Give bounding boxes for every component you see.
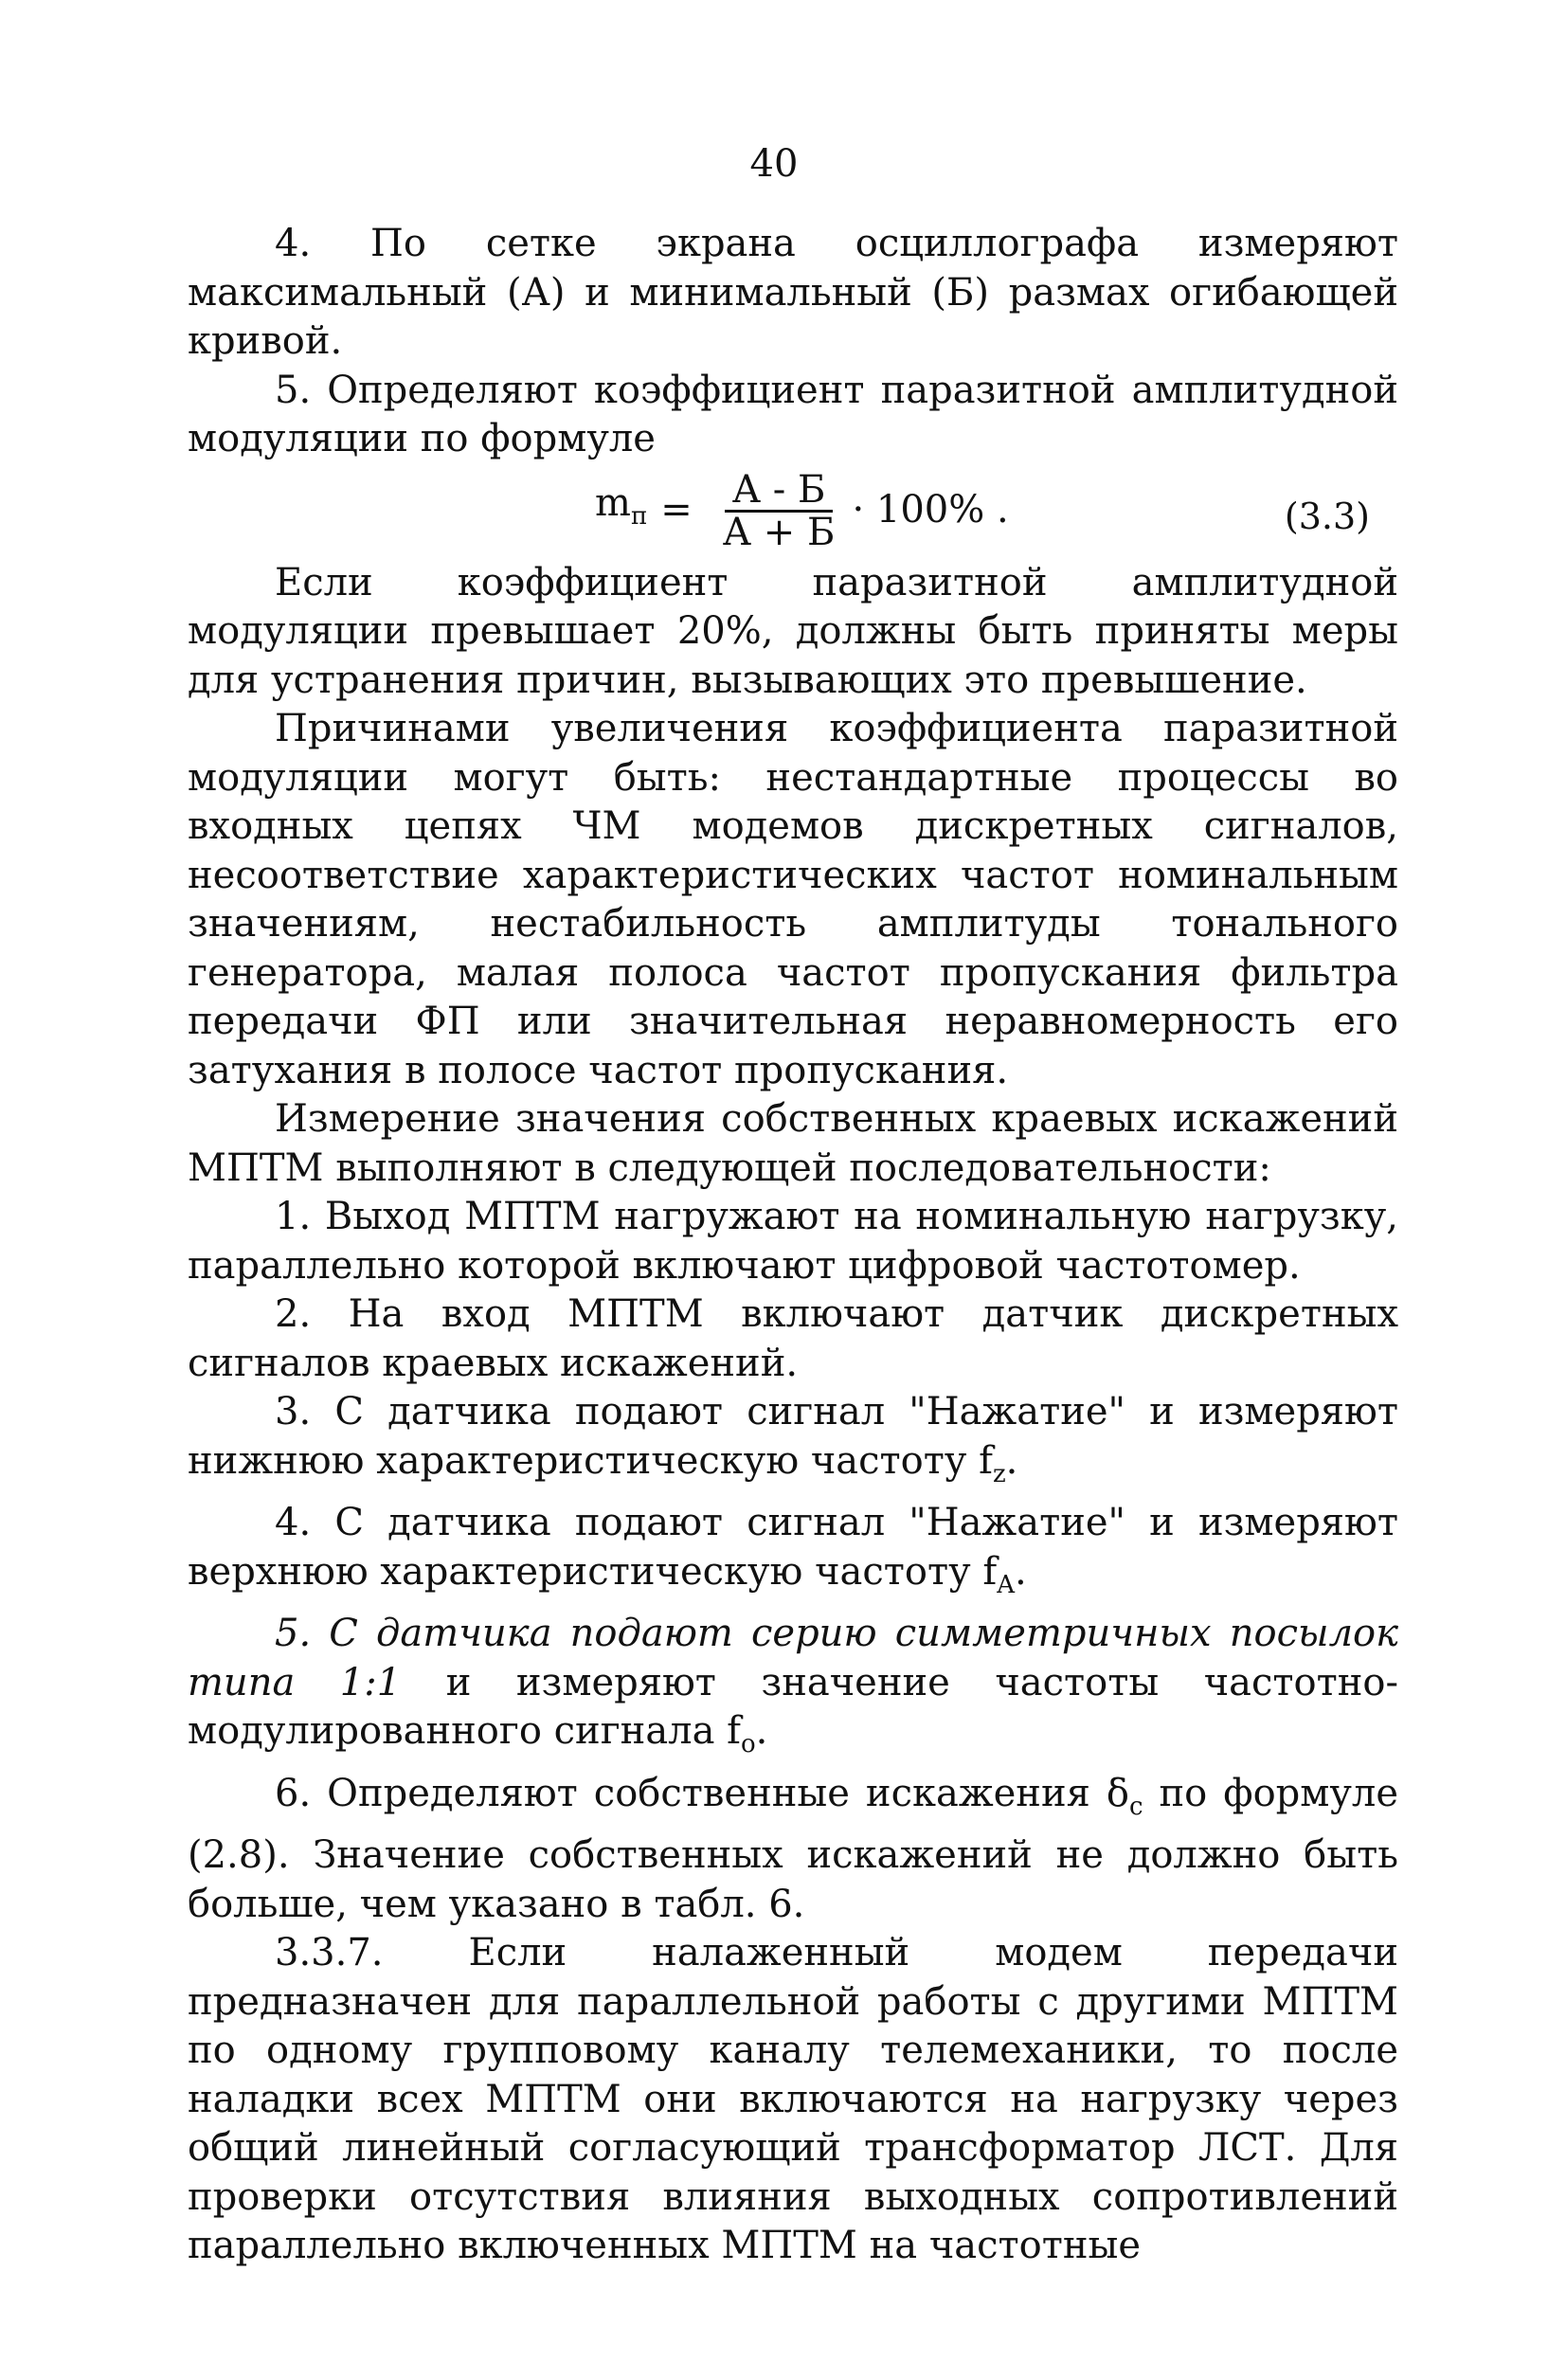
paragraph-3-3-7: 3.3.7. Если налаженный модем передачи предназначен для параллельной работы с другими МПТМ по одному групповому каналу телемеханики, то после наладки всех МПТМ они включаются на нагрузку через общий линейный согласующий трансформатор ЛСТ. Для проверки отсутствия влияния выходных сопротивлений параллельно включенных МПТМ на частотные xyxy=(188,1931,1398,2267)
formula-lhs: $m_п$ xyxy=(595,481,648,532)
formula-fraction xyxy=(715,467,843,554)
paragraph-step-6: 6. Определяют собственные искажения $\delta_c$ по формуле (2.8). Значение собственных искажений не должно быть больше, чем указано в табл. 6. xyxy=(188,1771,1398,1926)
formula-equals: = xyxy=(660,488,693,532)
paragraph: 4. По сетке экрана осциллографа измеряют максимальный (А) и минимальный (Б) размах огибающей кривой. xyxy=(188,222,1398,363)
page-number: 40 xyxy=(749,142,799,186)
formula-number: (3.3) xyxy=(1284,495,1370,537)
paragraph: 5. Определяют коэффициент паразитной амплитудной модуляции по формуле xyxy=(188,368,1398,460)
formula-tail: · 100% . xyxy=(852,488,1009,532)
paragraph-step-3: 3. С датчика подают сигнал "Нажатие" и измеряют нижнюю характеристическую частоту $f_z$. xyxy=(188,1390,1398,1488)
formula-numerator: А - Б xyxy=(725,470,834,513)
paragraph: Если коэффициент паразитной амплитудной модуляции превышает 20%, должны быть приняты меры для устранения причин, вызывающих это превышение. xyxy=(188,560,1398,702)
paragraph: 2. На вход МПТМ включают датчик дискретных сигналов краевых искажений. xyxy=(188,1292,1398,1385)
paragraph-step-5: 5. С датчика подают серию симметричных посылок типа 1:1 и измеряют значение частоты частотно-модулированного сигнала $f_o$. xyxy=(188,1612,1399,1758)
paragraph: Причинами увеличения коэффициента паразитной модуляции могут быть: нестандартные процессы во входных цепях ЧМ модемов дискретных сигналов, несоответствие характеристических частот номинальным значениям, нестабильность амплитуды тонального генератора, малая полоса частот пропускания фильтра передачи ФП или значительная неравномерность его затухания в полосе частот пропускания. xyxy=(188,707,1398,1092)
paragraph: Измерение значения собственных краевых искажений МПТМ выполняют в следующей последовательности: xyxy=(188,1097,1398,1190)
paragraph-step-4: 4. С датчика подают сигнал "Нажатие" и измеряют верхнюю характеристическую частоту $f_A$. xyxy=(188,1501,1398,1599)
formula-denominator: А + Б xyxy=(722,510,836,554)
paragraph: 1. Выход МПТМ нагружают на номинальную нагрузку, параллельно которой включают цифровой частотомер. xyxy=(188,1195,1398,1288)
body-text xyxy=(188,220,1398,2271)
formula-body xyxy=(595,467,1009,554)
formula-3-3 xyxy=(188,464,1398,559)
